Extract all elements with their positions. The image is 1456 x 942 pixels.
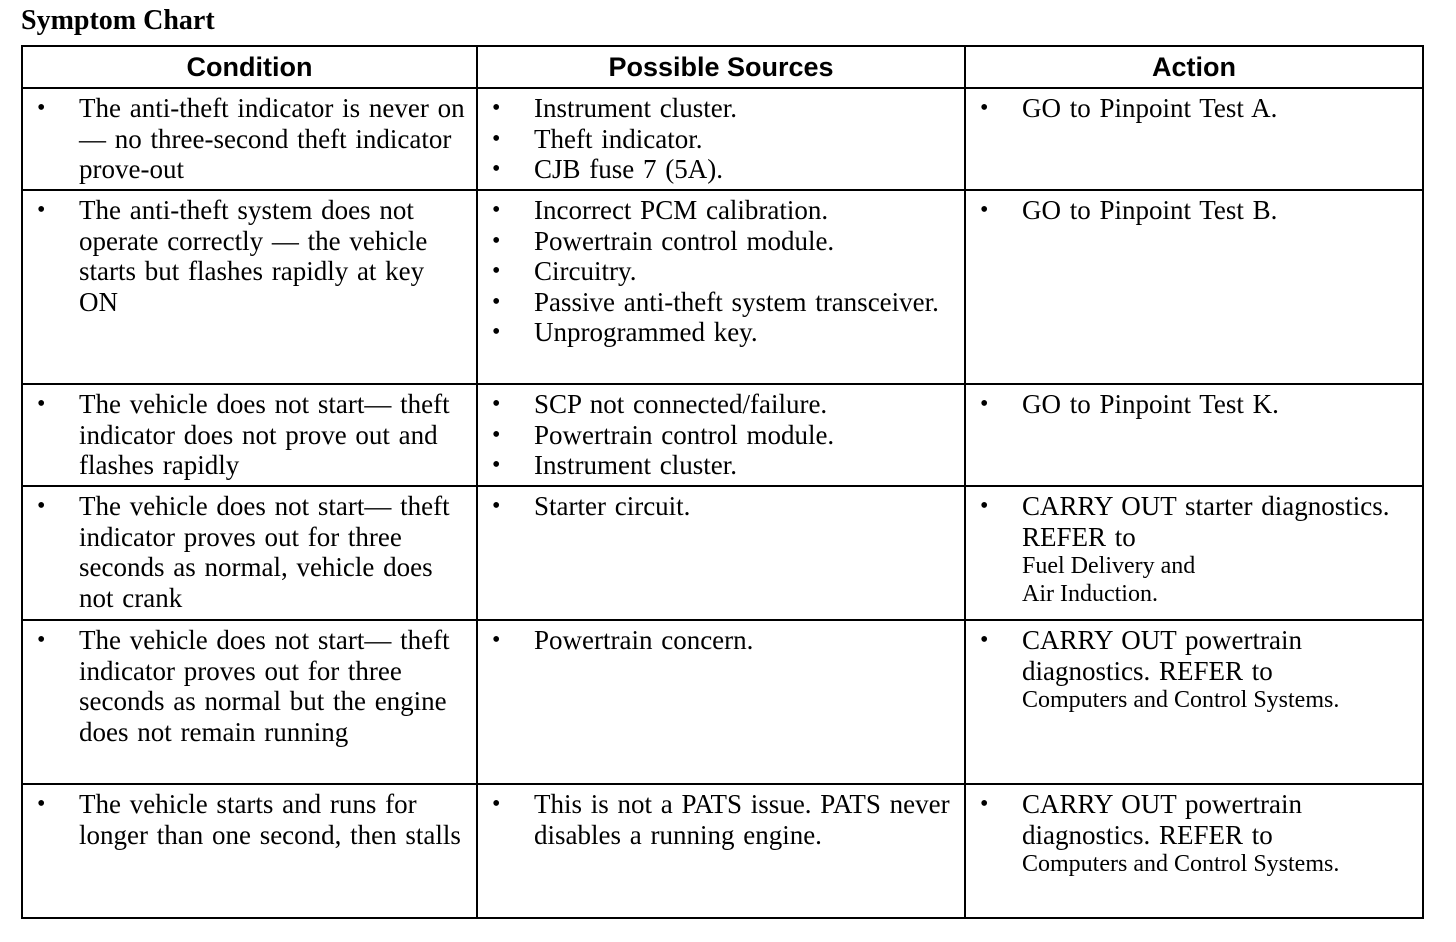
bullet-icon: • <box>492 197 501 223</box>
action-list <box>966 487 1422 612</box>
action-item <box>966 789 1414 878</box>
page-title: Symptom Chart <box>21 5 215 36</box>
condition-cell <box>22 384 477 486</box>
action-text: GO to Pinpoint Test K. <box>1022 389 1279 419</box>
source-item <box>478 287 956 318</box>
bullet-icon: • <box>492 288 501 315</box>
source-text: This is not a PATS issue. PATS never disables a running engine. <box>534 789 950 850</box>
action-item <box>966 389 1414 420</box>
source-item <box>478 93 956 124</box>
source-text: Incorrect PCM calibration. <box>534 195 829 225</box>
bullet-icon: • <box>980 493 989 519</box>
reference-text: Computers and Control Systems. <box>1022 851 1340 877</box>
source-text: Instrument cluster. <box>534 93 737 123</box>
source-item <box>478 154 956 185</box>
bullet-icon: • <box>492 227 501 254</box>
bullet-icon: • <box>37 627 46 653</box>
action-list <box>966 191 1422 230</box>
action-cell <box>965 486 1423 620</box>
reference-text: Fuel Delivery and <box>1022 553 1196 579</box>
bullet-icon: • <box>492 319 501 345</box>
action-item <box>966 625 1414 714</box>
bullet-icon: • <box>492 452 501 478</box>
source-list <box>478 191 964 352</box>
possible-sources-header: Possible Sources <box>477 46 965 88</box>
action-item <box>966 195 1414 226</box>
action-header: Action <box>965 46 1423 88</box>
condition-text: The vehicle does not start— theft indicator proves out for three seconds as normal but the engine does not remain running <box>79 625 450 747</box>
possible-sources-cell <box>477 88 965 190</box>
source-item <box>478 256 956 287</box>
bullet-icon: • <box>980 391 989 417</box>
source-item <box>478 491 956 522</box>
bullet-icon: • <box>37 95 46 121</box>
source-text: Instrument cluster. <box>534 450 737 480</box>
header-row <box>22 46 1423 88</box>
source-list <box>478 621 964 660</box>
possible-sources-cell <box>477 486 965 620</box>
source-item <box>478 195 956 226</box>
condition-header: Condition <box>22 46 477 88</box>
condition-cell <box>22 88 477 190</box>
source-item <box>478 450 956 481</box>
bullet-icon: • <box>492 125 501 152</box>
bullet-icon: • <box>492 391 501 417</box>
source-item <box>478 625 956 656</box>
source-item <box>478 317 956 348</box>
action-text: CARRY OUT starter diagnostics. REFER to <box>1022 491 1390 552</box>
source-text: CJB fuse 7 (5A). <box>534 154 723 184</box>
source-text: Unprogrammed key. <box>534 317 758 347</box>
bullet-icon: • <box>37 391 46 417</box>
possible-sources-cell <box>477 620 965 784</box>
bullet-icon: • <box>37 197 46 223</box>
bullet-icon: • <box>492 493 501 519</box>
possible-sources-cell <box>477 384 965 486</box>
table-row <box>22 784 1423 918</box>
reference-text: Air Induction. <box>1022 581 1158 607</box>
bullet-icon: • <box>980 627 989 653</box>
table-row <box>22 88 1423 190</box>
bullet-icon: • <box>492 156 501 182</box>
condition-cell <box>22 190 477 384</box>
action-list <box>966 621 1422 718</box>
action-text: CARRY OUT powertrain diagnostics. REFER to <box>1022 625 1302 686</box>
bullet-icon: • <box>492 421 501 448</box>
reference-text: Computers and Control Systems. <box>1022 687 1340 713</box>
source-list <box>478 385 964 485</box>
source-list <box>478 89 964 189</box>
condition-item <box>23 389 468 481</box>
source-item <box>478 389 956 420</box>
condition-list <box>23 385 476 485</box>
table-row <box>22 384 1423 486</box>
bullet-icon: • <box>492 791 501 817</box>
source-item <box>478 124 956 155</box>
source-list <box>478 487 964 526</box>
possible-sources-cell <box>477 784 965 918</box>
condition-text: The anti-theft system does not operate correctly — the vehicle starts but flashes rapidly at key ON <box>79 195 428 317</box>
bullet-icon: • <box>980 197 989 223</box>
table-row <box>22 486 1423 620</box>
condition-list <box>23 191 476 321</box>
action-text: GO to Pinpoint Test B. <box>1022 195 1278 225</box>
condition-text: The vehicle starts and runs for longer than one second, then stalls <box>79 789 461 850</box>
source-item <box>478 789 956 850</box>
condition-list <box>23 621 476 751</box>
action-cell <box>965 620 1423 784</box>
table-row <box>22 190 1423 384</box>
source-item <box>478 226 956 257</box>
table-row <box>22 620 1423 784</box>
source-text: Powertrain concern. <box>534 625 754 655</box>
possible-sources-cell <box>477 190 965 384</box>
condition-list <box>23 785 476 854</box>
bullet-icon: • <box>492 258 501 284</box>
condition-cell <box>22 486 477 620</box>
condition-text: The vehicle does not start— theft indicator proves out for three seconds as normal, vehicle does not crank <box>79 491 450 613</box>
action-list <box>966 89 1422 128</box>
bullet-icon: • <box>492 627 501 653</box>
source-text: SCP not connected/failure. <box>534 389 828 419</box>
action-item <box>966 93 1414 124</box>
condition-text: The vehicle does not start— theft indicator does not prove out and flashes rapidly <box>79 389 450 480</box>
bullet-icon: • <box>37 791 46 817</box>
action-cell <box>965 784 1423 918</box>
bullet-icon: • <box>37 493 46 519</box>
condition-item <box>23 93 468 185</box>
chart-body <box>22 88 1423 918</box>
source-list <box>478 785 964 854</box>
action-cell <box>965 88 1423 190</box>
source-item <box>478 420 956 451</box>
source-text: Passive anti-theft system transceiver. <box>534 286 939 317</box>
action-list <box>966 385 1422 424</box>
condition-item <box>23 195 468 317</box>
source-text: Theft indicator. <box>534 123 703 154</box>
condition-cell <box>22 620 477 784</box>
source-text: Starter circuit. <box>534 491 691 521</box>
source-text: Circuitry. <box>534 256 637 286</box>
bullet-icon: • <box>980 95 989 121</box>
source-text: Powertrain control module. <box>534 225 835 256</box>
condition-list <box>23 89 476 189</box>
condition-list <box>23 487 476 617</box>
bullet-icon: • <box>492 95 501 121</box>
action-text: CARRY OUT powertrain diagnostics. REFER to <box>1022 789 1302 850</box>
action-list <box>966 785 1422 882</box>
bullet-icon: • <box>980 791 989 817</box>
condition-item <box>23 625 468 747</box>
condition-item <box>23 789 468 850</box>
action-cell <box>965 190 1423 384</box>
source-text: Powertrain control module. <box>534 419 835 450</box>
condition-cell <box>22 784 477 918</box>
condition-item <box>23 491 468 613</box>
action-text: GO to Pinpoint Test A. <box>1022 93 1278 123</box>
symptom-chart-table <box>21 45 1424 919</box>
action-cell <box>965 384 1423 486</box>
action-item <box>966 491 1414 608</box>
condition-text: The anti-theft indicator is never on — no three-second theft indicator prove-out <box>79 93 465 184</box>
